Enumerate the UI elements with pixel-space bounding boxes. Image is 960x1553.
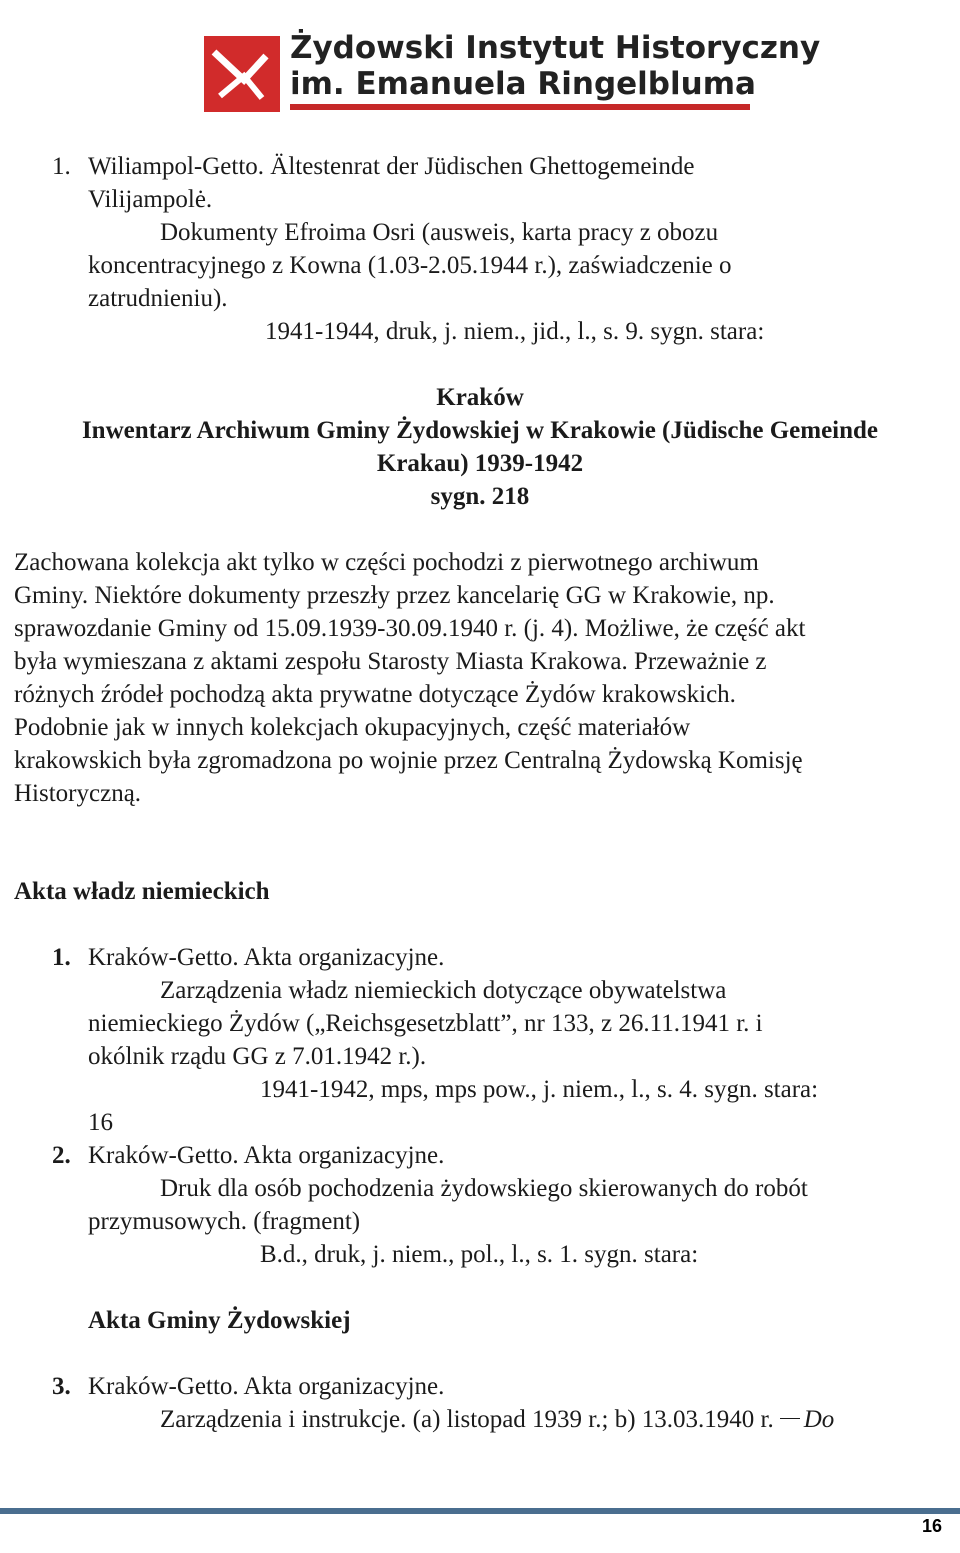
entry1-line-1: Wiliampol-Getto. Ältestenrat der Jüdischen Ghettogemeinde [88,153,695,180]
item3-title: Kraków-Getto. Akta organizacyjne. [88,1373,445,1400]
item2-number: 2. [52,1142,71,1169]
intro-line-1: Zachowana kolekcja akt tylko w części pochodzi z pierwotnego archiwum [14,549,759,576]
intro-line-5: różnych źródeł pochodzą akta prywatne dotyczące Żydów krakowskich. [14,681,736,708]
logo-line-1: Żydowski Instytut Historyczny [290,30,821,66]
item3-line-2-italic: Do [803,1406,835,1433]
item2-line-2: Druk dla osób pochodzenia żydowskiego skierowanych do robót [160,1175,808,1202]
entry1-line-4: koncentracyjnego z Kowna (1.03-2.05.1944 r.), zaświadczenie o [88,252,732,279]
section-title-line-2: Krakau) 1939-1942 [376,450,584,477]
intro-line-6: Podobnie jak w innych kolekcjach okupacyjnych, część materiałów [14,714,691,741]
logo-emblem-icon [204,36,280,112]
item1-line-2: Zarządzenia władz niemieckich dotyczące obywatelstwa [160,977,727,1004]
entry1-line-3: Dokumenty Efroima Osri (ausweis, karta pracy z obozu [160,219,719,246]
intro-line-3: sprawozdanie Gminy od 15.09.1939-30.09.1940 r. (j. 4). Możliwe, że część akt [14,615,806,642]
item2-line-4: B.d., druk, j. niem., pol., l., s. 1. sygn. stara: [260,1241,699,1268]
intro-line-7: krakowskich była zgromadzona po wojnie przez Centralną Żydowską Komisję [14,747,803,774]
item1-line-4: okólnik rządu GG z 7.01.1942 r.). [88,1043,427,1070]
item1-line-3: niemieckiego Żydów („Reichsgesetzblatt”, nr 133, z 26.11.1941 r. i [88,1010,763,1037]
item1-line-6: 16 [88,1109,113,1136]
logo-line-2: im. Emanuela Ringelbluma [290,66,756,102]
intro-line-4: była wymieszana z aktami zespołu Starosty Miasta Krakowa. Przeważnie z [14,648,767,675]
heading-gmina: Akta Gminy Żydowskiej [88,1307,351,1334]
entry1-line-2: Vilijampolė. [88,186,213,213]
em-dash [780,1418,800,1419]
item1-line-5: 1941-1942, mps, mps pow., j. niem., l., s. 4. sygn. stara: [260,1076,819,1103]
item3-line-2 [160,1403,834,1436]
logo-underline [290,104,750,110]
entry1-line-6: 1941-1944, druk, j. niem., jid., l., s. 9. sygn. stara: [265,318,765,345]
page-number: 16 [921,1516,942,1536]
item1-number: 1. [52,944,71,971]
item2-title: Kraków-Getto. Akta organizacyjne. [88,1142,445,1169]
footer-rule [0,1508,960,1514]
item3-number: 3. [52,1373,71,1400]
section-sygn: sygn. 218 [430,483,530,510]
item1-title: Kraków-Getto. Akta organizacyjne. [88,944,445,971]
item2-line-3: przymusowych. (fragment) [88,1208,361,1235]
entry1-line-5: zatrudnieniu). [88,285,228,312]
logo-emblem [204,36,280,112]
section-title-line-1: Inwentarz Archiwum Gminy Żydowskiej w Krakowie (Jüdische Gemeinde [81,417,879,444]
section-city: Kraków [436,384,524,411]
heading-german-authorities: Akta władz niemieckich [14,878,270,905]
intro-line-8: Historyczną. [14,780,142,807]
entry1-number: 1. [52,153,71,180]
item3-line-2-text: Zarządzenia i instrukcje. (a) listopad 1939 r.; b) 13.03.1940 r. [160,1406,774,1433]
intro-line-2: Gminy. Niektóre dokumenty przeszły przez kancelarię GG w Krakowie, np. [14,582,775,609]
